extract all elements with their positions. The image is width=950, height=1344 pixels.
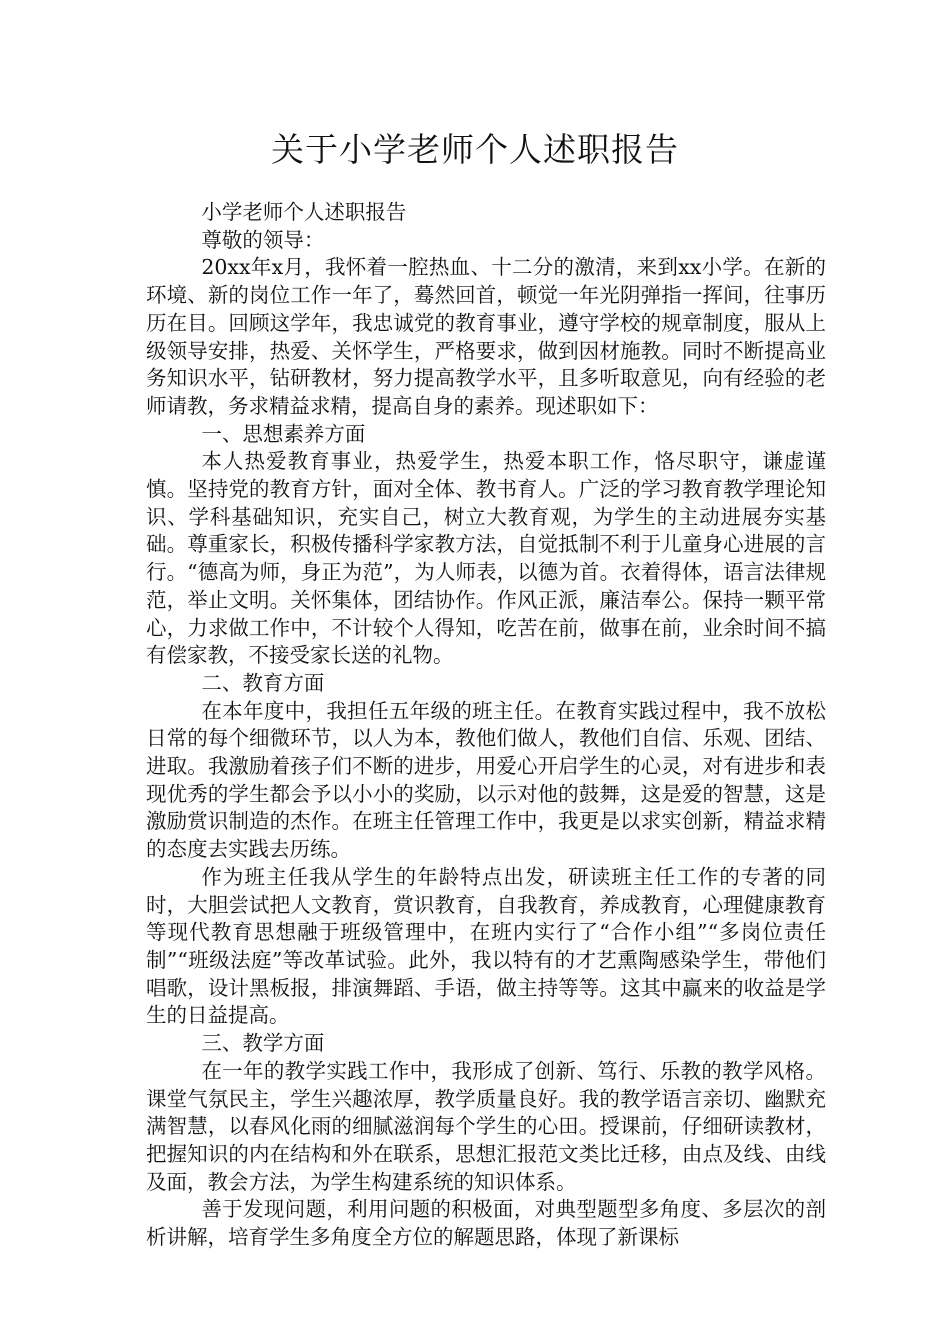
paragraph-subtitle: 小学老师个人述职报告	[201, 200, 407, 224]
paragraph-intro: 20xx年x月，我怀着一腔热血、十二分的激清，来到xx小学。在新的环境、新的岗位工作一年了，蓦然回首，顿觉一年光阴弹指一挥间，往事历历在目。回顾这学年，我忠诚党的教育事业，遵守学校的规章制度，服从上级领导安排，热爱、关怀学生，严格要求，做到因材施教。同时不断提高业务知识水平，钻研教材，努力提高教学水平，且多听取意见，向有经验的老师请教，务求精益求精，提高自身的素养。现述职如下：	[146, 255, 826, 418]
section-heading-education: 二、教育方面	[201, 670, 325, 695]
paragraph-ideology: 本人热爱教育事业，热爱学生，热爱本职工作，恪尽职守，谦虚谨慎。坚持党的教育方针，面对全体、教书育人。广泛的学习教育教学理论知识、学科基础知识，充实自己，树立大教育观，为学生的主动进展夯实基础。尊重家长，积极传播科学家教方法，自觉抵制不利于儿童身心进展的言行。“德高为师，身正为范”，为人师表，以德为首。衣着得体，语言法律规范，举止文明。关怀集体，团结协作。作风正派，廉洁奉公。保持一颗平常心，力求做工作中，不计较个人得知，吃苦在前，做事在前，业余时间不搞有偿家教，不接受家长送的礼物。	[146, 449, 826, 668]
paragraph-salutation: 尊敬的领导：	[201, 227, 325, 252]
section-heading-teaching: 三、教学方面	[201, 1031, 325, 1056]
document-body	[146, 199, 826, 1252]
paragraph-teaching-1: 在一年的教学实践工作中，我形成了创新、笃行、乐教的教学风格。课堂气氛民主，学生兴趣浓厚，教学质量良好。我的教学语言亲切、幽默充满智慧，以春风化雨的细腻滋润每个学生的心田。授课前，仔细研读教材，把握知识的内在结构和外在联系，思想汇报范文类比迁移，由点及线、由线及面，教会方法，为学生构建系统的知识体系。	[146, 1058, 826, 1194]
paragraph-education-2: 作为班主任我从学生的年龄特点出发，研读班主任工作的专著的同时，大胆尝试把人文教育，赏识教育，自我教育，养成教育，心理健康教育等现代教育思想融于班级管理中，在班内实行了“合作小组”“多岗位责任制”“班级法庭”等改革试验。此外，我以特有的才艺熏陶感染学生，带他们唱歌，设计黑板报，排演舞蹈、手语，做主持等等。这其中赢来的收益是学生的日益提高。	[146, 864, 826, 1028]
paragraph-education-1: 在本年度中，我担任五年级的班主任。在教育实践过程中，我不放松日常的每个细微环节，以人为本，教他们做人，教他们自信、乐观、团结、进取。我激励着孩子们不断的进步，用爱心开启学生的心灵，对有进步和表现优秀的学生都会予以小小的奖励，以示对他的鼓舞，这是爱的智慧，这是激励赏识制造的杰作。在班主任管理工作中，我更是以求实创新，精益求精的态度去实践去历练。	[146, 698, 826, 862]
paragraph-teaching-2: 善于发现问题，利用问题的积极面，对典型题型多角度、多层次的剖析讲解，培育学生多角度全方位的解题思路，体现了新课标	[146, 1197, 826, 1250]
section-heading-ideology: 一、思想素养方面	[201, 421, 366, 446]
document-title: 关于小学老师个人述职报告	[271, 130, 679, 169]
